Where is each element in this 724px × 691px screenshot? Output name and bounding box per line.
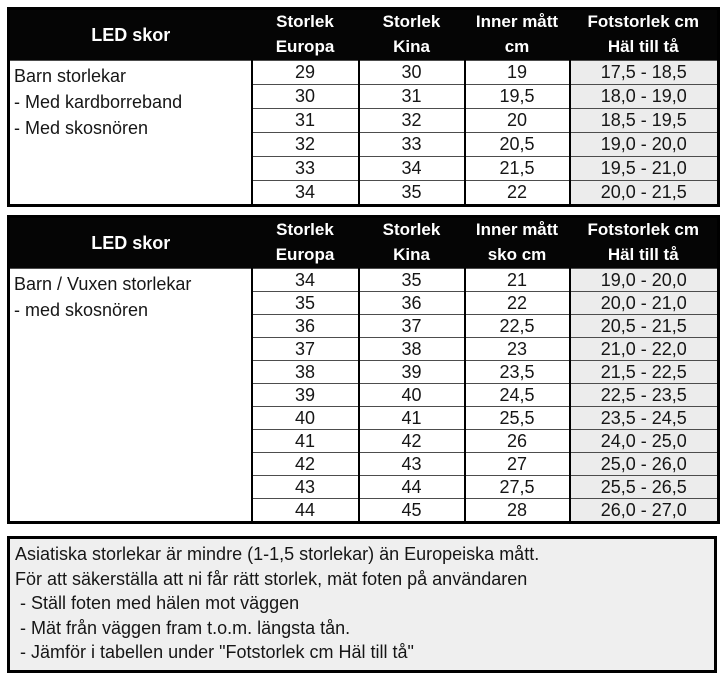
table-title: LED skor bbox=[9, 9, 252, 61]
table-cell: 21,5 bbox=[465, 157, 570, 181]
adult-sizes-table bbox=[7, 215, 720, 524]
col-header-line: Fotstorlek cm bbox=[587, 12, 699, 32]
table-cell: 37 bbox=[359, 315, 465, 338]
col-header-fotstorlek bbox=[570, 9, 719, 61]
row-group-label-line: - Med kardborreband bbox=[14, 92, 183, 112]
table-cell: 30 bbox=[252, 85, 359, 109]
table-cell: 31 bbox=[359, 85, 465, 109]
table-cell: 34 bbox=[359, 157, 465, 181]
table-cell: 22,5 - 23,5 bbox=[570, 384, 719, 407]
table-cell: 18,0 - 19,0 bbox=[570, 85, 719, 109]
table-cell: 22 bbox=[465, 181, 570, 206]
col-header-line: Europa bbox=[275, 37, 335, 56]
col-header-line: sko cm bbox=[487, 245, 547, 264]
col-header-storlek-kina bbox=[359, 9, 465, 61]
table-header-row bbox=[9, 9, 719, 61]
table-cell: 35 bbox=[359, 269, 465, 292]
table-cell: 40 bbox=[252, 407, 359, 430]
note-line: - Jämför i tabellen under "Fotstorlek cm Häl till tå" bbox=[15, 642, 414, 662]
table-cell: 43 bbox=[252, 476, 359, 499]
row-group-label bbox=[9, 61, 252, 206]
table-cell: 26,0 - 27,0 bbox=[570, 499, 719, 523]
table-cell: 21,0 - 22,0 bbox=[570, 338, 719, 361]
col-header-line: Storlek bbox=[382, 12, 441, 32]
table-cell: 20 bbox=[465, 109, 570, 133]
col-header-fotstorlek bbox=[570, 217, 719, 269]
row-group-label bbox=[9, 269, 252, 523]
table-row bbox=[9, 61, 719, 85]
col-header-line: Häl till tå bbox=[607, 245, 679, 264]
table-cell: 43 bbox=[359, 453, 465, 476]
row-group-label-line: - med skosnören bbox=[14, 300, 149, 320]
table-cell: 19 bbox=[465, 61, 570, 85]
table-cell: 32 bbox=[359, 109, 465, 133]
table-cell: 22 bbox=[465, 292, 570, 315]
table-cell: 44 bbox=[359, 476, 465, 499]
table-cell: 25,5 bbox=[465, 407, 570, 430]
table-cell: 23,5 - 24,5 bbox=[570, 407, 719, 430]
table-cell: 31 bbox=[252, 109, 359, 133]
table-cell: 20,0 - 21,5 bbox=[570, 181, 719, 206]
table-cell: 36 bbox=[252, 315, 359, 338]
table-cell: 21 bbox=[465, 269, 570, 292]
table-cell: 36 bbox=[359, 292, 465, 315]
col-header-line: Inner mått bbox=[475, 220, 559, 240]
table-cell: 39 bbox=[359, 361, 465, 384]
table-cell: 33 bbox=[252, 157, 359, 181]
table-cell: 41 bbox=[252, 430, 359, 453]
table-cell: 20,0 - 21,0 bbox=[570, 292, 719, 315]
table-cell: 24,5 bbox=[465, 384, 570, 407]
table-cell: 33 bbox=[359, 133, 465, 157]
note-line: Asiatiska storlekar är mindre (1-1,5 storlekar) än Europeiska mått. bbox=[15, 544, 540, 564]
table-cell: 32 bbox=[252, 133, 359, 157]
table-cell: 19,5 bbox=[465, 85, 570, 109]
col-header-line: Fotstorlek cm bbox=[587, 220, 699, 240]
table-cell: 29 bbox=[252, 61, 359, 85]
col-header-line: Kina bbox=[393, 37, 430, 56]
table-cell: 19,0 - 20,0 bbox=[570, 269, 719, 292]
note-line: - Mät från väggen fram t.o.m. längsta tån. bbox=[15, 617, 351, 638]
row-group-label-line: - Med skosnören bbox=[14, 118, 149, 138]
table-cell: 45 bbox=[359, 499, 465, 523]
col-header-line: Häl till tå bbox=[607, 37, 679, 56]
measuring-instructions bbox=[7, 536, 717, 673]
col-header-line: cm bbox=[504, 37, 530, 56]
table-cell: 42 bbox=[252, 453, 359, 476]
table-cell: 23 bbox=[465, 338, 570, 361]
col-header-storlek-europa bbox=[252, 217, 359, 269]
col-header-inner-matt bbox=[465, 217, 570, 269]
table-cell: 21,5 - 22,5 bbox=[570, 361, 719, 384]
col-header-line: Europa bbox=[275, 245, 335, 264]
col-header-line: Inner mått bbox=[475, 12, 559, 32]
table-cell: 25,0 - 26,0 bbox=[570, 453, 719, 476]
note-line: För att säkerställa att ni får rätt storlek, mät foten på användaren bbox=[15, 568, 528, 589]
table-row bbox=[9, 269, 719, 292]
table-cell: 19,0 - 20,0 bbox=[570, 133, 719, 157]
table-cell: 18,5 - 19,5 bbox=[570, 109, 719, 133]
table-cell: 23,5 bbox=[465, 361, 570, 384]
table-cell: 25,5 - 26,5 bbox=[570, 476, 719, 499]
table-title: LED skor bbox=[9, 217, 252, 269]
children-sizes-table bbox=[7, 7, 720, 207]
table-cell: 27 bbox=[465, 453, 570, 476]
table-cell: 17,5 - 18,5 bbox=[570, 61, 719, 85]
table-cell: 24,0 - 25,0 bbox=[570, 430, 719, 453]
table-cell: 35 bbox=[252, 292, 359, 315]
table-cell: 20,5 bbox=[465, 133, 570, 157]
table-cell: 38 bbox=[252, 361, 359, 384]
table-cell: 35 bbox=[359, 181, 465, 206]
row-group-label-line: Barn / Vuxen storlekar bbox=[14, 274, 192, 294]
table-cell: 39 bbox=[252, 384, 359, 407]
table-header-row bbox=[9, 217, 719, 269]
table-cell: 27,5 bbox=[465, 476, 570, 499]
table-cell: 42 bbox=[359, 430, 465, 453]
col-header-storlek-kina bbox=[359, 217, 465, 269]
col-header-storlek-europa bbox=[252, 9, 359, 61]
table-cell: 19,5 - 21,0 bbox=[570, 157, 719, 181]
col-header-line: Storlek bbox=[382, 220, 441, 240]
row-group-label-line: Barn storlekar bbox=[14, 66, 127, 86]
table-cell: 44 bbox=[252, 499, 359, 523]
table-cell: 30 bbox=[359, 61, 465, 85]
table-cell: 26 bbox=[465, 430, 570, 453]
table-cell: 22,5 bbox=[465, 315, 570, 338]
col-header-line: Kina bbox=[393, 245, 430, 264]
table-cell: 28 bbox=[465, 499, 570, 523]
table-cell: 34 bbox=[252, 269, 359, 292]
table-cell: 41 bbox=[359, 407, 465, 430]
table-cell: 20,5 - 21,5 bbox=[570, 315, 719, 338]
table-cell: 40 bbox=[359, 384, 465, 407]
col-header-inner-matt bbox=[465, 9, 570, 61]
table-cell: 38 bbox=[359, 338, 465, 361]
table-cell: 37 bbox=[252, 338, 359, 361]
note-line: - Ställ foten med hälen mot väggen bbox=[15, 593, 300, 613]
col-header-line: Storlek bbox=[276, 12, 334, 32]
col-header-line: Storlek bbox=[276, 220, 334, 240]
table-cell: 34 bbox=[252, 181, 359, 206]
